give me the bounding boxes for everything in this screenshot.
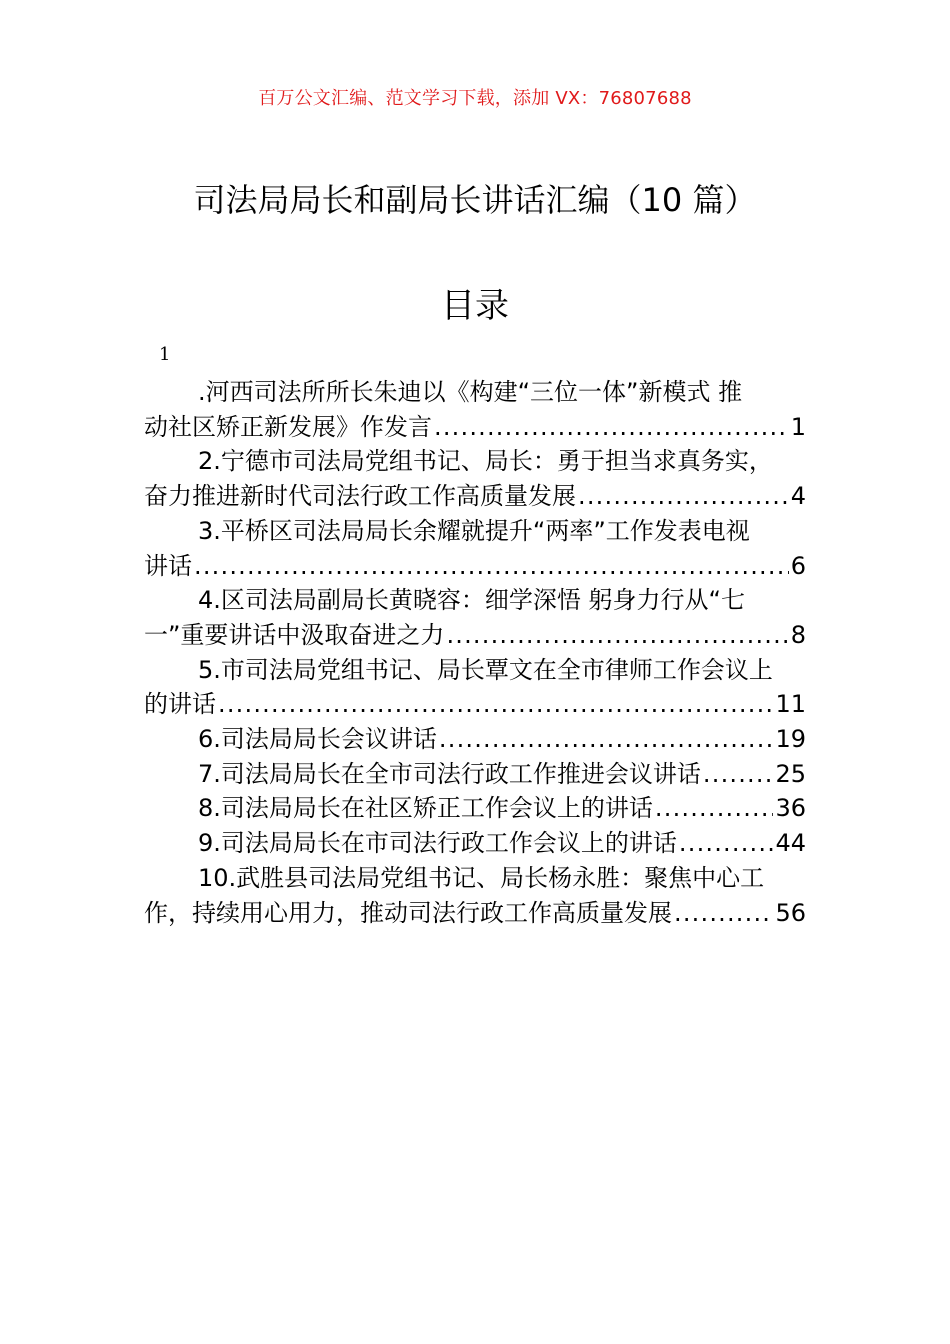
toc-entry-line [144, 549, 806, 584]
toc-page-number: 6 [790, 551, 806, 580]
toc-entry-title: 7.司法局局长在全市司法行政工作推进会议讲话 [198, 759, 701, 788]
toc-entry-title: 4.区司法局副局长黄晓容：细学深悟 躬身力行从“七 [198, 586, 745, 615]
header-banner: 百万公文汇编、范文学习下载，添加 VX：76807688 [258, 88, 692, 109]
toc-page-number: 1 [790, 412, 806, 441]
toc-entry-line [144, 791, 806, 826]
toc-entry-line [144, 757, 806, 792]
toc-entry-title-cont: 一”重要讲话中汲取奋进之力 [144, 620, 445, 649]
toc-entry-8[interactable] [144, 791, 806, 826]
toc-entry-line [144, 410, 806, 445]
dot-leader [679, 826, 774, 861]
dot-leader [194, 549, 789, 584]
dot-leader [446, 618, 788, 653]
toc-entry-line [144, 896, 806, 931]
toc-page-number: 11 [775, 690, 806, 719]
toc-entry-title: 9.司法局局长在市司法行政工作会议上的讲话 [198, 829, 677, 858]
dot-leader [434, 410, 789, 445]
toc-heading: 目录 [441, 286, 509, 326]
toc-page-number: 44 [775, 829, 806, 858]
toc-entry-title-cont: 讲话 [144, 551, 192, 580]
dot-leader [703, 757, 774, 792]
toc-entry-7[interactable] [144, 757, 806, 792]
toc-entry-line [144, 687, 806, 722]
toc-entry-4[interactable] [144, 583, 806, 652]
toc-entry-6[interactable] [144, 722, 806, 757]
toc-page-number: 8 [790, 620, 806, 649]
toc-entry-3[interactable] [144, 514, 806, 583]
toc-entry-title: 6.司法局局长会议讲话 [198, 725, 437, 754]
toc-entry-title: .河西司法所所长朱迪以《构建“三位一体”新模式 推 [198, 378, 743, 406]
toc-entry-line [144, 722, 806, 757]
toc-entry-title: 2.宁德市司法局党组书记、局长：勇于担当求真务实， [198, 447, 773, 476]
toc-entry-title: 10.武胜县司法局党组书记、局长杨永胜：聚焦中心工 [198, 863, 765, 892]
toc-entry-line [144, 479, 806, 514]
toc-entry-2[interactable] [144, 444, 806, 513]
toc-entry-line [144, 618, 806, 653]
toc-page-number: 36 [775, 794, 806, 823]
toc-entry-title-cont: 的讲话 [144, 690, 216, 719]
toc-entry-10[interactable] [144, 861, 806, 930]
toc-page-number: 4 [790, 482, 806, 511]
toc-entry-9[interactable] [144, 826, 806, 861]
toc-entry-5[interactable] [144, 653, 806, 722]
document-title: 司法局局长和副局长讲话汇编（10 篇） [193, 181, 757, 219]
toc-page-number: 25 [775, 759, 806, 788]
toc-entry-title: 5.市司法局党组书记、局长覃文在全市律师工作会议上 [198, 655, 773, 684]
toc-entry-title-cont: 奋力推进新时代司法行政工作高质量发展 [144, 482, 576, 511]
toc-page-number: 19 [775, 725, 806, 754]
dot-leader [439, 722, 774, 757]
toc-entry-title-cont: 动社区矫正新发展》作发言 [144, 412, 432, 441]
dot-leader [578, 479, 789, 514]
table-of-contents [144, 375, 806, 930]
dot-leader [674, 896, 773, 931]
toc-page-number: 56 [775, 898, 806, 927]
toc-entry-title: 8.司法局局长在社区矫正工作会议上的讲话 [198, 794, 653, 823]
toc-entry-title: 3.平桥区司法局局长余耀就提升“两率”工作发表电视 [198, 516, 750, 545]
toc-entry-1[interactable] [144, 375, 806, 444]
toc-entry-line [144, 826, 806, 861]
dot-leader [218, 687, 773, 722]
stray-number: 1 [159, 344, 171, 365]
toc-entry-title-cont: 作，持续用心用力，推动司法行政工作高质量发展 [144, 898, 672, 927]
dot-leader [655, 791, 774, 826]
